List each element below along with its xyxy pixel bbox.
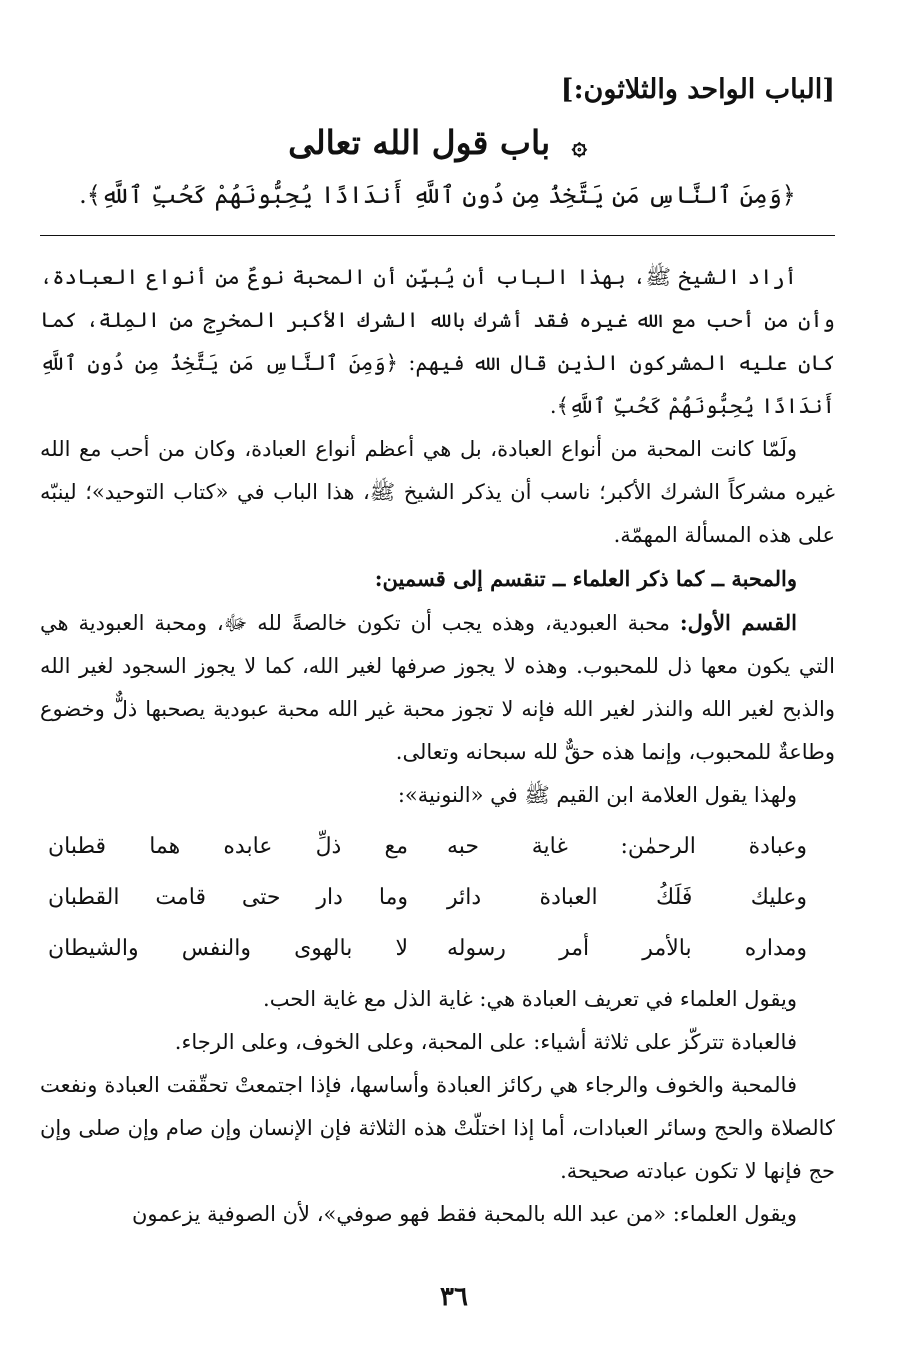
poem-hemistich-first: ومداره بالأمر أمر رسوله (447, 936, 807, 961)
paragraph-definition: ويقول العلماء في تعريف العبادة هي: غاية الذل مع غاية الحب. (263, 987, 797, 1011)
heading-verse: ﴿وَمِنَ ٱلنَّاسِ مَن يَتَّخِذُ مِن دُونِ ٱللَّهِ أَندَادًا يُحِبُّونَهُمْ كَحُبِّ ٱللَّهِ﴾. (79, 181, 796, 209)
paragraph-division (40, 557, 835, 601)
ornament-icon: ۞ (571, 131, 587, 161)
chapter-title (40, 118, 835, 171)
poem-hemistich-second: مع ذلِّ عابده هما قطبان (48, 834, 408, 859)
poem-hemistich-second: وما دار حتى قامت القطبان (48, 885, 408, 910)
paragraph-pillars-detail: فالمحبة والخوف والرجاء هي ركائز العبادة وأساسها، فإذا اجتمعتْ تحقّقت العبادة ونفعت كالصلاة والحج وسائر العبادات، أما إذا اختلّتْ هذه الثلاثة فإن الإنسان وإن صام وإن صلى وإن حج فإنها لا تكون عبادته صحيحة. (40, 1073, 835, 1183)
poem-line (40, 821, 835, 872)
divider (40, 235, 835, 236)
chapter-title-text: باب قول الله تعالى (288, 123, 551, 162)
first-type-heading: القسم الأول: (679, 610, 798, 635)
page-number: ٣٦ (440, 1282, 468, 1312)
paragraph-division-text: والمحبة ــ كما ذكر العلماء ــ تنقسم إلى قسمين: (374, 566, 797, 591)
paragraph-ibn-qayyim: ولهذا يقول العلامة ابن القيم ﷺ في «النونية»: (397, 783, 797, 807)
poem-hemistich-first: وعبادة الرحمٰن: غاية حبه (447, 834, 807, 859)
poem-line (40, 923, 835, 974)
paragraph-first-type (40, 601, 835, 774)
poem-line (40, 872, 835, 923)
paragraph-intro-text: أراد الشيخ ﷺ، بهذا الباب أن يُبيِّن أن المحبة نوعٌ من أنواع العبادة، وأن من أحب مع الله غيره فقد أشرك بالله الشرك الأكبر المخرِج من المِلة، كما كان عليه المشركون الذين قال الله فيهم: (40, 265, 835, 375)
poem (40, 821, 835, 974)
page-body (40, 70, 835, 1236)
poem-hemistich-first: وعليك فَلَكُ العبادة دائر (447, 885, 807, 910)
paragraph-sufi: ويقول العلماء: «من عبد الله بالمحبة فقط فهو صوفي»، لأن الصوفية يزعمون (131, 1202, 797, 1226)
quran-verse: ﴿وَمِنَ ٱلنَّاسِ مَن يَتَّخِذُ مِن دُونِ ٱللَّهِ أَندَادًا يُحِبُّونَهُمْ كَحُبِّ ٱللَّهِ﴾ (40, 351, 835, 418)
paragraph-intro-end: . (549, 394, 557, 418)
chapter-number: [الباب الواحد والثلاثون:] (560, 74, 835, 105)
paragraph-intro (40, 256, 835, 428)
paragraph-three-pillars: فالعبادة تتركّز على ثلاثة أشياء: على المحبة، وعلى الخوف، وعلى الرجاء. (174, 1030, 797, 1054)
poem-hemistich-second: لا بالهوى والنفس والشيطان (48, 936, 408, 961)
first-type-text: محبة العبودية، وهذه يجب أن تكون خالصةً لله ﷻ، ومحبة العبودية هي التي يكون معها ذل للمحبوب. وهذه لا يجوز صرفها لغير الله، كما لا يجوز السجود لغير الله والذبح لغير الله والنذر لغير الله فإنه لا تجوز محبة غير الله محبة عبودية يصحبها ذلٌّ وخضوع وطاعةٌ للمحبوب، وإنما هذه حقٌّ لله سبحانه وتعالى. (40, 611, 835, 764)
paragraph-worship: ولَمّا كانت المحبة من أنواع العبادة، بل هي أعظم أنواع العبادة، وكان من أحب مع الله غيره مشركاً الشرك الأكبر؛ ناسب أن يذكر الشيخ ﷺ، هذا الباب في «كتاب التوحيد»؛ لينبّه على هذه المسألة المهمّة. (40, 437, 835, 547)
